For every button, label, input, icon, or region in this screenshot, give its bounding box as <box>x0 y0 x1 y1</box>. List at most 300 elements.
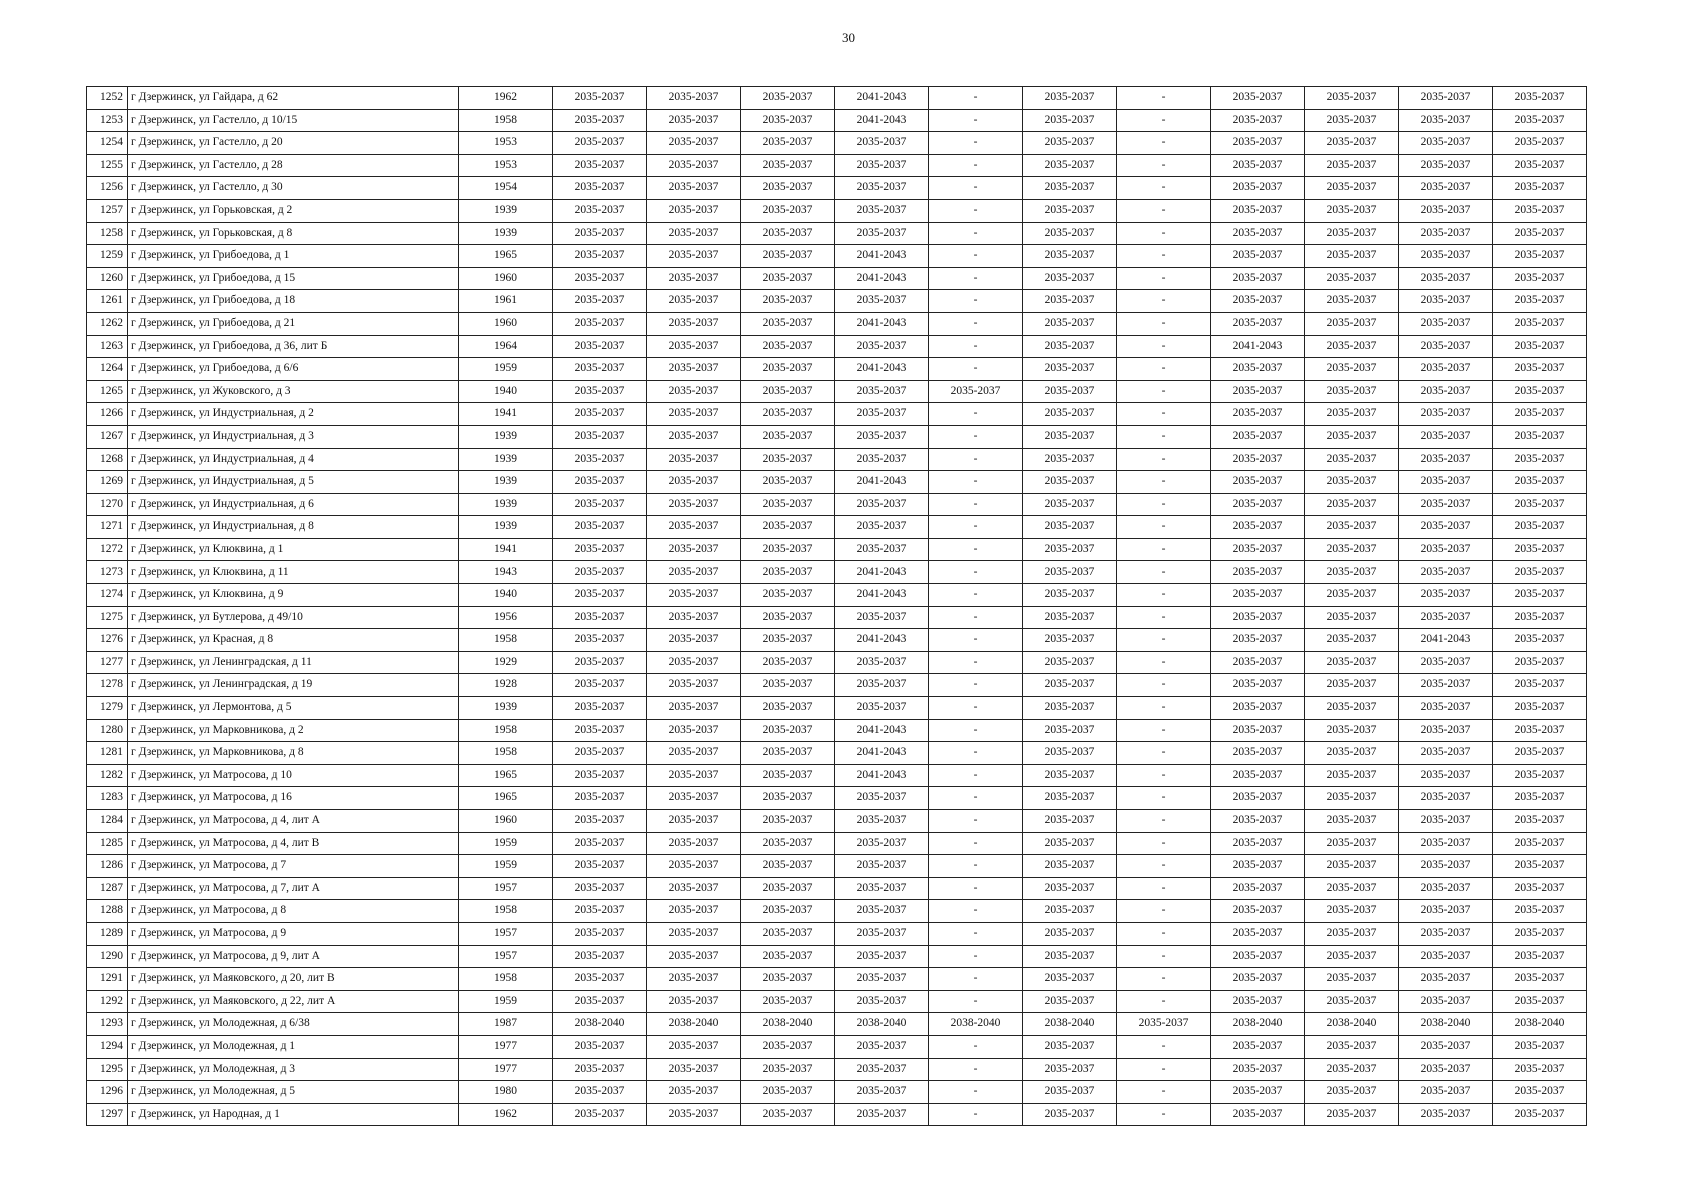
row-number-cell: 1279 <box>87 697 128 720</box>
work-period-cell: 2035-2037 <box>1211 358 1305 381</box>
work-period-cell: 2035-2037 <box>1399 538 1493 561</box>
work-period-cell: - <box>1117 199 1211 222</box>
address-cell: г Дзержинск, ул Клюквина, д 1 <box>128 538 459 561</box>
work-period-cell: 2035-2037 <box>1305 154 1399 177</box>
row-number-cell: 1272 <box>87 538 128 561</box>
work-period-cell: 2035-2037 <box>647 471 741 494</box>
work-period-cell: 2035-2037 <box>1023 358 1117 381</box>
work-period-cell: - <box>1117 855 1211 878</box>
work-period-cell: - <box>929 810 1023 833</box>
work-period-cell: 2035-2037 <box>647 922 741 945</box>
work-period-cell: - <box>1117 1035 1211 1058</box>
work-period-cell: 2035-2037 <box>1493 1035 1587 1058</box>
year-built-cell: 1939 <box>459 448 553 471</box>
year-built-cell: 1940 <box>459 380 553 403</box>
year-built-cell: 1958 <box>459 742 553 765</box>
work-period-cell: 2035-2037 <box>1493 810 1587 833</box>
work-period-cell: 2035-2037 <box>1023 493 1117 516</box>
work-period-cell: - <box>1117 832 1211 855</box>
work-period-cell: 2035-2037 <box>553 1058 647 1081</box>
work-period-cell: - <box>929 832 1023 855</box>
work-period-cell: 2035-2037 <box>1211 606 1305 629</box>
row-number-cell: 1256 <box>87 177 128 200</box>
work-period-cell: 2035-2037 <box>741 674 835 697</box>
work-period-cell: 2035-2037 <box>741 832 835 855</box>
work-period-cell: 2035-2037 <box>1493 606 1587 629</box>
work-period-cell: 2035-2037 <box>835 380 929 403</box>
table-row <box>87 222 1587 245</box>
work-period-cell: 2035-2037 <box>1399 674 1493 697</box>
work-period-cell: 2035-2037 <box>647 154 741 177</box>
work-period-cell: 2035-2037 <box>1305 177 1399 200</box>
table-row <box>87 810 1587 833</box>
work-period-cell: 2035-2037 <box>1399 1058 1493 1081</box>
work-period-cell: 2035-2037 <box>1399 968 1493 991</box>
address-cell: г Дзержинск, ул Индустриальная, д 4 <box>128 448 459 471</box>
page-number: 30 <box>842 30 855 45</box>
work-period-cell: 2035-2037 <box>553 629 647 652</box>
work-period-cell: 2035-2037 <box>1399 87 1493 110</box>
row-number-cell: 1259 <box>87 245 128 268</box>
work-period-cell: 2035-2037 <box>1211 719 1305 742</box>
work-period-cell: - <box>929 584 1023 607</box>
work-period-cell: 2035-2037 <box>1023 312 1117 335</box>
work-period-cell: - <box>1117 358 1211 381</box>
work-period-cell: 2035-2037 <box>741 516 835 539</box>
work-period-cell: 2035-2037 <box>1305 764 1399 787</box>
year-built-cell: 1960 <box>459 267 553 290</box>
work-period-cell: 2035-2037 <box>553 561 647 584</box>
year-built-cell: 1958 <box>459 900 553 923</box>
work-period-cell: 2035-2037 <box>1305 1058 1399 1081</box>
work-period-cell: - <box>1117 787 1211 810</box>
row-number-cell: 1281 <box>87 742 128 765</box>
work-period-cell: 2035-2037 <box>741 742 835 765</box>
address-cell: г Дзержинск, ул Маяковского, д 20, лит В <box>128 968 459 991</box>
work-period-cell: - <box>1117 425 1211 448</box>
work-period-cell: 2035-2037 <box>647 177 741 200</box>
work-period-cell: 2035-2037 <box>1023 516 1117 539</box>
work-period-cell: - <box>929 629 1023 652</box>
work-period-cell: 2035-2037 <box>1305 132 1399 155</box>
row-number-cell: 1294 <box>87 1035 128 1058</box>
work-period-cell: 2035-2037 <box>1211 177 1305 200</box>
work-period-cell: 2035-2037 <box>647 222 741 245</box>
work-period-cell: 2035-2037 <box>835 154 929 177</box>
work-period-cell: - <box>929 403 1023 426</box>
work-period-cell: - <box>929 132 1023 155</box>
work-period-cell: 2035-2037 <box>1305 855 1399 878</box>
work-period-cell: 2035-2037 <box>741 787 835 810</box>
row-number-cell: 1267 <box>87 425 128 448</box>
work-period-cell: 2038-2040 <box>553 1013 647 1036</box>
address-cell: г Дзержинск, ул Индустриальная, д 3 <box>128 425 459 448</box>
year-built-cell: 1959 <box>459 358 553 381</box>
work-period-cell: 2035-2037 <box>835 832 929 855</box>
work-period-cell: 2035-2037 <box>1399 651 1493 674</box>
work-period-cell: 2035-2037 <box>1305 516 1399 539</box>
year-built-cell: 1957 <box>459 945 553 968</box>
work-period-cell: 2035-2037 <box>1211 945 1305 968</box>
work-period-cell: 2035-2037 <box>1399 990 1493 1013</box>
year-built-cell: 1987 <box>459 1013 553 1036</box>
table-row <box>87 1035 1587 1058</box>
work-period-cell: 2035-2037 <box>1305 810 1399 833</box>
work-period-cell: 2035-2037 <box>741 425 835 448</box>
work-period-cell: 2035-2037 <box>835 335 929 358</box>
work-period-cell: 2035-2037 <box>1493 109 1587 132</box>
row-number-cell: 1287 <box>87 877 128 900</box>
work-period-cell: 2035-2037 <box>741 629 835 652</box>
work-period-cell: 2035-2037 <box>1211 87 1305 110</box>
work-period-cell: - <box>929 199 1023 222</box>
work-period-cell: - <box>929 1035 1023 1058</box>
work-period-cell: - <box>1117 267 1211 290</box>
work-period-cell: 2035-2037 <box>1493 651 1587 674</box>
work-period-cell: - <box>1117 380 1211 403</box>
work-period-cell: 2035-2037 <box>1023 222 1117 245</box>
table-row <box>87 945 1587 968</box>
work-period-cell: 2035-2037 <box>647 855 741 878</box>
work-period-cell: 2035-2037 <box>1493 448 1587 471</box>
address-cell: г Дзержинск, ул Молодежная, д 1 <box>128 1035 459 1058</box>
row-number-cell: 1275 <box>87 606 128 629</box>
work-period-cell: 2038-2040 <box>647 1013 741 1036</box>
row-number-cell: 1262 <box>87 312 128 335</box>
work-period-cell: 2035-2037 <box>1305 697 1399 720</box>
work-period-cell: 2035-2037 <box>741 177 835 200</box>
work-period-cell: 2035-2037 <box>1399 561 1493 584</box>
work-period-cell: - <box>929 968 1023 991</box>
work-period-cell: 2035-2037 <box>1493 425 1587 448</box>
table-row <box>87 832 1587 855</box>
work-period-cell: 2035-2037 <box>553 584 647 607</box>
row-number-cell: 1252 <box>87 87 128 110</box>
work-period-cell: 2035-2037 <box>1399 132 1493 155</box>
year-built-cell: 1939 <box>459 516 553 539</box>
table-row <box>87 674 1587 697</box>
address-cell: г Дзержинск, ул Гастелло, д 20 <box>128 132 459 155</box>
address-cell: г Дзержинск, ул Матросова, д 16 <box>128 787 459 810</box>
work-period-cell: 2041-2043 <box>835 584 929 607</box>
work-period-cell: 2035-2037 <box>647 290 741 313</box>
work-period-cell: 2035-2037 <box>1493 1103 1587 1126</box>
work-period-cell: 2035-2037 <box>553 832 647 855</box>
table-row <box>87 358 1587 381</box>
address-cell: г Дзержинск, ул Народная, д 1 <box>128 1103 459 1126</box>
row-number-cell: 1293 <box>87 1013 128 1036</box>
work-period-cell: 2035-2037 <box>1493 471 1587 494</box>
work-period-cell: 2035-2037 <box>647 1035 741 1058</box>
work-period-cell: 2035-2037 <box>1305 968 1399 991</box>
work-period-cell: 2035-2037 <box>553 764 647 787</box>
work-period-cell: 2035-2037 <box>1305 719 1399 742</box>
address-cell: г Дзержинск, ул Жуковского, д 3 <box>128 380 459 403</box>
work-period-cell: 2035-2037 <box>553 922 647 945</box>
work-period-cell: 2035-2037 <box>1211 787 1305 810</box>
work-period-cell: 2035-2037 <box>647 448 741 471</box>
work-period-cell: 2035-2037 <box>647 1058 741 1081</box>
work-period-cell: 2035-2037 <box>835 290 929 313</box>
work-period-cell: 2035-2037 <box>1399 764 1493 787</box>
address-cell: г Дзержинск, ул Гастелло, д 28 <box>128 154 459 177</box>
work-period-cell: 2035-2037 <box>1493 877 1587 900</box>
work-period-cell: 2035-2037 <box>741 403 835 426</box>
work-period-cell: 2035-2037 <box>1211 877 1305 900</box>
work-period-cell: - <box>1117 810 1211 833</box>
work-period-cell: 2035-2037 <box>1211 855 1305 878</box>
work-period-cell: 2041-2043 <box>835 109 929 132</box>
work-period-cell: - <box>929 719 1023 742</box>
work-period-cell: - <box>1117 1103 1211 1126</box>
work-period-cell: 2035-2037 <box>835 674 929 697</box>
work-period-cell: 2035-2037 <box>1023 380 1117 403</box>
work-period-cell: - <box>1117 651 1211 674</box>
work-period-cell: 2035-2037 <box>741 810 835 833</box>
work-period-cell: 2035-2037 <box>1493 177 1587 200</box>
table-row <box>87 425 1587 448</box>
work-period-cell: 2035-2037 <box>1211 425 1305 448</box>
work-period-cell: 2035-2037 <box>1211 629 1305 652</box>
work-period-cell: 2035-2037 <box>1493 1081 1587 1104</box>
work-period-cell: 2035-2037 <box>1493 968 1587 991</box>
work-period-cell: 2041-2043 <box>835 245 929 268</box>
work-period-cell: 2035-2037 <box>835 1058 929 1081</box>
work-period-cell: 2035-2037 <box>1305 1081 1399 1104</box>
work-period-cell: 2035-2037 <box>647 267 741 290</box>
work-period-cell: 2035-2037 <box>553 1103 647 1126</box>
work-period-cell: - <box>929 764 1023 787</box>
year-built-cell: 1959 <box>459 832 553 855</box>
table-row <box>87 855 1587 878</box>
year-built-cell: 1980 <box>459 1081 553 1104</box>
work-period-cell: 2035-2037 <box>1211 290 1305 313</box>
work-period-cell: 2035-2037 <box>1211 132 1305 155</box>
row-number-cell: 1291 <box>87 968 128 991</box>
row-number-cell: 1277 <box>87 651 128 674</box>
work-period-cell: 2035-2037 <box>553 674 647 697</box>
work-period-cell: 2035-2037 <box>1211 561 1305 584</box>
work-period-cell: 2035-2037 <box>1305 335 1399 358</box>
row-number-cell: 1282 <box>87 764 128 787</box>
address-cell: г Дзержинск, ул Индустриальная, д 5 <box>128 471 459 494</box>
work-period-cell: - <box>1117 290 1211 313</box>
address-cell: г Дзержинск, ул Грибоедова, д 21 <box>128 312 459 335</box>
address-cell: г Дзержинск, ул Грибоедова, д 18 <box>128 290 459 313</box>
table-row <box>87 538 1587 561</box>
work-period-cell: 2035-2037 <box>1211 651 1305 674</box>
work-period-cell: 2035-2037 <box>647 1081 741 1104</box>
address-cell: г Дзержинск, ул Индустриальная, д 8 <box>128 516 459 539</box>
work-period-cell: 2035-2037 <box>1305 199 1399 222</box>
work-period-cell: 2035-2037 <box>1211 832 1305 855</box>
work-period-cell: 2035-2037 <box>741 606 835 629</box>
work-period-cell: 2035-2037 <box>647 132 741 155</box>
work-period-cell: 2035-2037 <box>1211 516 1305 539</box>
work-period-cell: 2035-2037 <box>553 651 647 674</box>
work-period-cell: 2035-2037 <box>741 990 835 1013</box>
address-cell: г Дзержинск, ул Грибоедова, д 6/6 <box>128 358 459 381</box>
work-period-cell: - <box>1117 516 1211 539</box>
work-period-cell: - <box>929 674 1023 697</box>
work-period-cell: 2035-2037 <box>1023 832 1117 855</box>
work-period-cell: 2035-2037 <box>1493 697 1587 720</box>
work-period-cell: 2035-2037 <box>647 629 741 652</box>
address-cell: г Дзержинск, ул Матросова, д 4, лит В <box>128 832 459 855</box>
work-period-cell: - <box>929 471 1023 494</box>
address-cell: г Дзержинск, ул Гастелло, д 10/15 <box>128 109 459 132</box>
work-period-cell: 2035-2037 <box>553 132 647 155</box>
address-cell: г Дзержинск, ул Индустриальная, д 6 <box>128 493 459 516</box>
work-period-cell: 2035-2037 <box>647 358 741 381</box>
row-number-cell: 1266 <box>87 403 128 426</box>
row-number-cell: 1255 <box>87 154 128 177</box>
work-period-cell: 2035-2037 <box>647 380 741 403</box>
work-period-cell: 2035-2037 <box>741 87 835 110</box>
work-period-cell: - <box>929 697 1023 720</box>
work-period-cell: 2035-2037 <box>553 222 647 245</box>
work-period-cell: 2035-2037 <box>1023 584 1117 607</box>
work-period-cell: 2035-2037 <box>1399 335 1493 358</box>
work-period-cell: 2035-2037 <box>553 606 647 629</box>
work-period-cell: 2035-2037 <box>1399 945 1493 968</box>
work-period-cell: - <box>1117 584 1211 607</box>
work-period-cell: 2041-2043 <box>835 719 929 742</box>
work-period-cell: 2035-2037 <box>835 990 929 1013</box>
work-period-cell: 2035-2037 <box>835 1081 929 1104</box>
address-cell: г Дзержинск, ул Ленинградская, д 19 <box>128 674 459 697</box>
year-built-cell: 1959 <box>459 855 553 878</box>
work-period-cell: 2035-2037 <box>835 1035 929 1058</box>
work-period-cell: 2035-2037 <box>1023 245 1117 268</box>
work-period-cell: 2035-2037 <box>553 742 647 765</box>
work-period-cell: 2035-2037 <box>1305 990 1399 1013</box>
work-period-cell: 2035-2037 <box>1305 606 1399 629</box>
work-period-cell: - <box>929 787 1023 810</box>
address-cell: г Дзержинск, ул Клюквина, д 11 <box>128 561 459 584</box>
work-period-cell: 2035-2037 <box>1493 154 1587 177</box>
table-row <box>87 1058 1587 1081</box>
work-period-cell: 2035-2037 <box>741 448 835 471</box>
work-period-cell: 2035-2037 <box>1211 1035 1305 1058</box>
work-period-cell: - <box>1117 674 1211 697</box>
work-period-cell: 2038-2040 <box>929 1013 1023 1036</box>
work-period-cell: 2035-2037 <box>1211 674 1305 697</box>
work-period-cell: 2035-2037 <box>741 764 835 787</box>
work-period-cell: - <box>929 177 1023 200</box>
work-period-cell: - <box>929 154 1023 177</box>
work-period-cell: 2038-2040 <box>835 1013 929 1036</box>
work-period-cell: 2035-2037 <box>1023 1035 1117 1058</box>
work-period-cell: 2035-2037 <box>1023 900 1117 923</box>
work-period-cell: 2035-2037 <box>1023 945 1117 968</box>
year-built-cell: 1960 <box>459 312 553 335</box>
work-period-cell: 2035-2037 <box>1023 606 1117 629</box>
work-period-cell: 2035-2037 <box>1211 900 1305 923</box>
row-number-cell: 1285 <box>87 832 128 855</box>
work-period-cell: 2035-2037 <box>553 900 647 923</box>
work-period-cell: - <box>1117 606 1211 629</box>
work-period-cell: 2035-2037 <box>741 132 835 155</box>
table-row <box>87 199 1587 222</box>
table-row <box>87 719 1587 742</box>
address-cell: г Дзержинск, ул Матросова, д 9 <box>128 922 459 945</box>
work-period-cell: 2035-2037 <box>647 787 741 810</box>
address-cell: г Дзержинск, ул Матросова, д 7 <box>128 855 459 878</box>
work-period-cell: 2035-2037 <box>1305 245 1399 268</box>
work-period-cell: 2035-2037 <box>1305 1103 1399 1126</box>
work-period-cell: 2035-2037 <box>1023 177 1117 200</box>
year-built-cell: 1958 <box>459 109 553 132</box>
work-period-cell: 2035-2037 <box>1399 448 1493 471</box>
work-period-cell: 2035-2037 <box>835 132 929 155</box>
work-period-cell: 2035-2037 <box>647 335 741 358</box>
work-period-cell: 2035-2037 <box>647 877 741 900</box>
work-period-cell: - <box>1117 922 1211 945</box>
work-period-cell: - <box>1117 990 1211 1013</box>
work-period-cell: - <box>1117 403 1211 426</box>
work-period-cell: 2035-2037 <box>1211 968 1305 991</box>
work-period-cell: 2035-2037 <box>741 312 835 335</box>
work-period-cell: - <box>929 561 1023 584</box>
address-cell: г Дзержинск, ул Грибоедова, д 36, лит Б <box>128 335 459 358</box>
row-number-cell: 1260 <box>87 267 128 290</box>
work-period-cell: 2035-2037 <box>1305 267 1399 290</box>
work-period-cell: - <box>929 290 1023 313</box>
table-row <box>87 132 1587 155</box>
row-number-cell: 1295 <box>87 1058 128 1081</box>
work-period-cell: 2035-2037 <box>1493 358 1587 381</box>
work-period-cell: 2035-2037 <box>553 267 647 290</box>
year-built-cell: 1958 <box>459 719 553 742</box>
work-period-cell: 2035-2037 <box>1399 245 1493 268</box>
address-cell: г Дзержинск, ул Грибоедова, д 15 <box>128 267 459 290</box>
work-period-cell: 2035-2037 <box>1023 810 1117 833</box>
table-row <box>87 606 1587 629</box>
work-period-cell: - <box>1117 1081 1211 1104</box>
work-period-cell: - <box>929 651 1023 674</box>
work-period-cell: 2035-2037 <box>741 561 835 584</box>
work-period-cell: 2038-2040 <box>1023 1013 1117 1036</box>
work-period-cell: 2035-2037 <box>647 425 741 448</box>
row-number-cell: 1273 <box>87 561 128 584</box>
work-period-cell: 2035-2037 <box>741 199 835 222</box>
work-period-cell: 2041-2043 <box>835 764 929 787</box>
work-period-cell: 2035-2037 <box>1211 538 1305 561</box>
work-period-cell: - <box>929 922 1023 945</box>
table-row <box>87 764 1587 787</box>
work-period-cell: 2035-2037 <box>835 922 929 945</box>
work-period-cell: - <box>929 516 1023 539</box>
year-built-cell: 1958 <box>459 968 553 991</box>
work-period-cell: 2035-2037 <box>1305 471 1399 494</box>
work-period-cell: 2035-2037 <box>647 538 741 561</box>
work-period-cell: - <box>929 1081 1023 1104</box>
work-period-cell: 2035-2037 <box>1493 403 1587 426</box>
work-period-cell: - <box>1117 109 1211 132</box>
work-period-cell: 2035-2037 <box>553 787 647 810</box>
work-period-cell: 2035-2037 <box>1399 154 1493 177</box>
work-period-cell: 2035-2037 <box>647 697 741 720</box>
address-cell: г Дзержинск, ул Матросова, д 7, лит А <box>128 877 459 900</box>
work-period-cell: 2035-2037 <box>1399 810 1493 833</box>
work-period-cell: 2035-2037 <box>647 990 741 1013</box>
work-period-cell: 2035-2037 <box>1023 448 1117 471</box>
row-number-cell: 1292 <box>87 990 128 1013</box>
year-built-cell: 1977 <box>459 1058 553 1081</box>
address-cell: г Дзержинск, ул Маяковского, д 22, лит А <box>128 990 459 1013</box>
work-period-cell: 2035-2037 <box>1493 764 1587 787</box>
